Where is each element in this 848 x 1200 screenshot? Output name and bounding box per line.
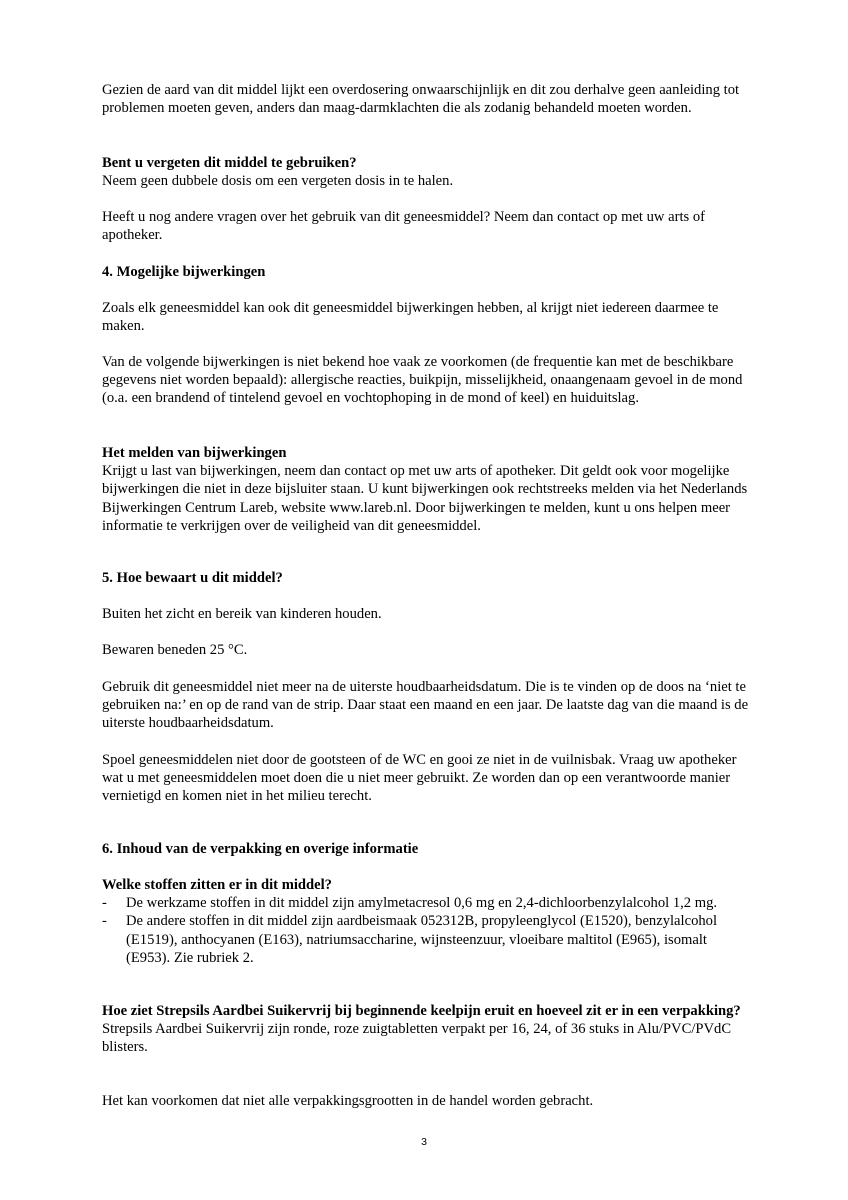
list-item xyxy=(102,912,752,967)
section-5-heading: 5. Hoe bewaart u dit middel? xyxy=(102,570,283,586)
storage-children-block xyxy=(102,605,752,623)
section-4-heading: 4. Mogelijke bijwerkingen xyxy=(102,264,266,280)
storage-temperature-block xyxy=(102,641,752,659)
overdose-paragraph-block xyxy=(102,81,752,117)
list-dash: - xyxy=(102,895,107,912)
disposal-block xyxy=(102,751,752,806)
substances-heading: Welke stoffen zitten er in dit middel? xyxy=(102,877,332,893)
substances-list xyxy=(102,894,752,967)
overdose-paragraph: Gezien de aard van dit middel lijkt een overdosering onwaarschijnlijk en dit zou derhalve geen aanleiding tot problemen moeten geven, anders dan maag-darmklachten die als zodanig behandeld moeten worden. xyxy=(102,82,740,117)
side-effects-frequency-paragraph: Van de volgende bijwerkingen is niet bekend hoe vaak ze voorkomen (de frequentie kan met de beschikbare gegevens niet worden bepaald): allergische reacties, buikpijn, misselijkheid, onaangenaam gevoel in de mond (o.a. een brandend of tintelend gevoel en vochtophoping in de mond of keel) en huiduitslag. xyxy=(102,354,743,407)
page-number: 3 xyxy=(421,1136,427,1148)
reporting-heading: Het melden van bijwerkingen xyxy=(102,445,287,461)
section-6-heading: 6. Inhoud van de verpakking en overige informatie xyxy=(102,841,419,857)
disposal-paragraph: Spoel geneesmiddelen niet door de gootsteen of de WC en gooi ze niet in de vuilnisbak. Vraag uw apotheker wat u met geneesmiddelen moet doen die u niet meer gebruikt. Ze worden dan op een verantwoorde manier vernietigd en komen niet in het milieu terecht. xyxy=(102,752,737,805)
storage-children-paragraph: Buiten het zicht en bereik van kinderen houden. xyxy=(102,606,382,622)
list-item-text: De werkzame stoffen in dit middel zijn amylmetacresol 0,6 mg en 2,4-dichloorbenzylalcohol 1,2 mg. xyxy=(126,895,718,912)
storage-temperature-paragraph: Bewaren beneden 25 °C. xyxy=(102,642,248,658)
pack-sizes-paragraph: Het kan voorkomen dat niet alle verpakkingsgrootten in de handel worden gebracht. xyxy=(102,1093,594,1109)
questions-block xyxy=(102,208,752,244)
list-item xyxy=(102,894,752,912)
appearance-heading: Hoe ziet Strepsils Aardbei Suikervrij bij beginnende keelpijn eruit en hoeveel zit er in een verpakking? xyxy=(102,1003,741,1019)
forgotten-dose-paragraph: Neem geen dubbele dosis om een vergeten dosis in te halen. xyxy=(102,173,454,190)
side-effects-list-block xyxy=(102,353,752,408)
reporting-paragraph: Krijgt u last van bijwerkingen, neem dan contact op met uw arts of apotheker. Dit geldt ook voor mogelijke bijwerkingen die niet in deze bijsluiter staan. U kunt bijwerkingen ook rechtstreeks melden via het Nederlands Bijwerkingen Centrum Lareb, website www.lareb.nl. Door bijwerkingen te melden, kunt u ons helpen meer informatie te verkrijgen over de veiligheid van dit geneesmiddel. xyxy=(102,463,748,534)
appearance-block xyxy=(102,1002,752,1057)
appearance-paragraph: Strepsils Aardbei Suikervrij zijn ronde, roze zuigtabletten verpakt per 16, 24, of 36 stuks in Alu/PVC/PVdC blisters. xyxy=(102,1021,732,1056)
expiry-paragraph: Gebruik dit geneesmiddel niet meer na de uiterste houdbaarheidsdatum. Die is te vinden op de doos na ‘niet te gebruiken na:’ en op de rand van de strip. Daar staat een maand en een jaar. De laatste dag van die maand is de uiterste houdbaarheidsdatum. xyxy=(102,679,749,732)
questions-paragraph: Heeft u nog andere vragen over het gebruik van dit geneesmiddel? Neem dan contact op met uw arts of apotheker. xyxy=(102,209,705,244)
section-6-heading-block xyxy=(102,840,752,858)
forgotten-dose-heading: Bent u vergeten dit middel te gebruiken? xyxy=(102,155,357,171)
list-dash: - xyxy=(102,913,107,930)
reporting-block xyxy=(102,444,752,535)
expiry-block xyxy=(102,678,752,733)
substances-block xyxy=(102,876,752,967)
section-5-heading-block xyxy=(102,569,752,587)
forgotten-dose-block xyxy=(102,154,752,190)
list-item-text: De andere stoffen in dit middel zijn aardbeismaak 052312B, propyleenglycol (E1520), benzylalcohol (E1519), anthocyanen (E163), natriumsaccharine, wijnsteenzuur, vloeibare maltitol (E965), isomalt (E953). Zie rubriek 2. xyxy=(126,913,718,966)
side-effects-intro-block xyxy=(102,299,752,335)
side-effects-intro-paragraph: Zoals elk geneesmiddel kan ook dit geneesmiddel bijwerkingen hebben, al krijgt niet iedereen daarmee te maken. xyxy=(102,300,719,335)
section-4-heading-block xyxy=(102,263,752,281)
pack-sizes-block xyxy=(102,1092,752,1110)
